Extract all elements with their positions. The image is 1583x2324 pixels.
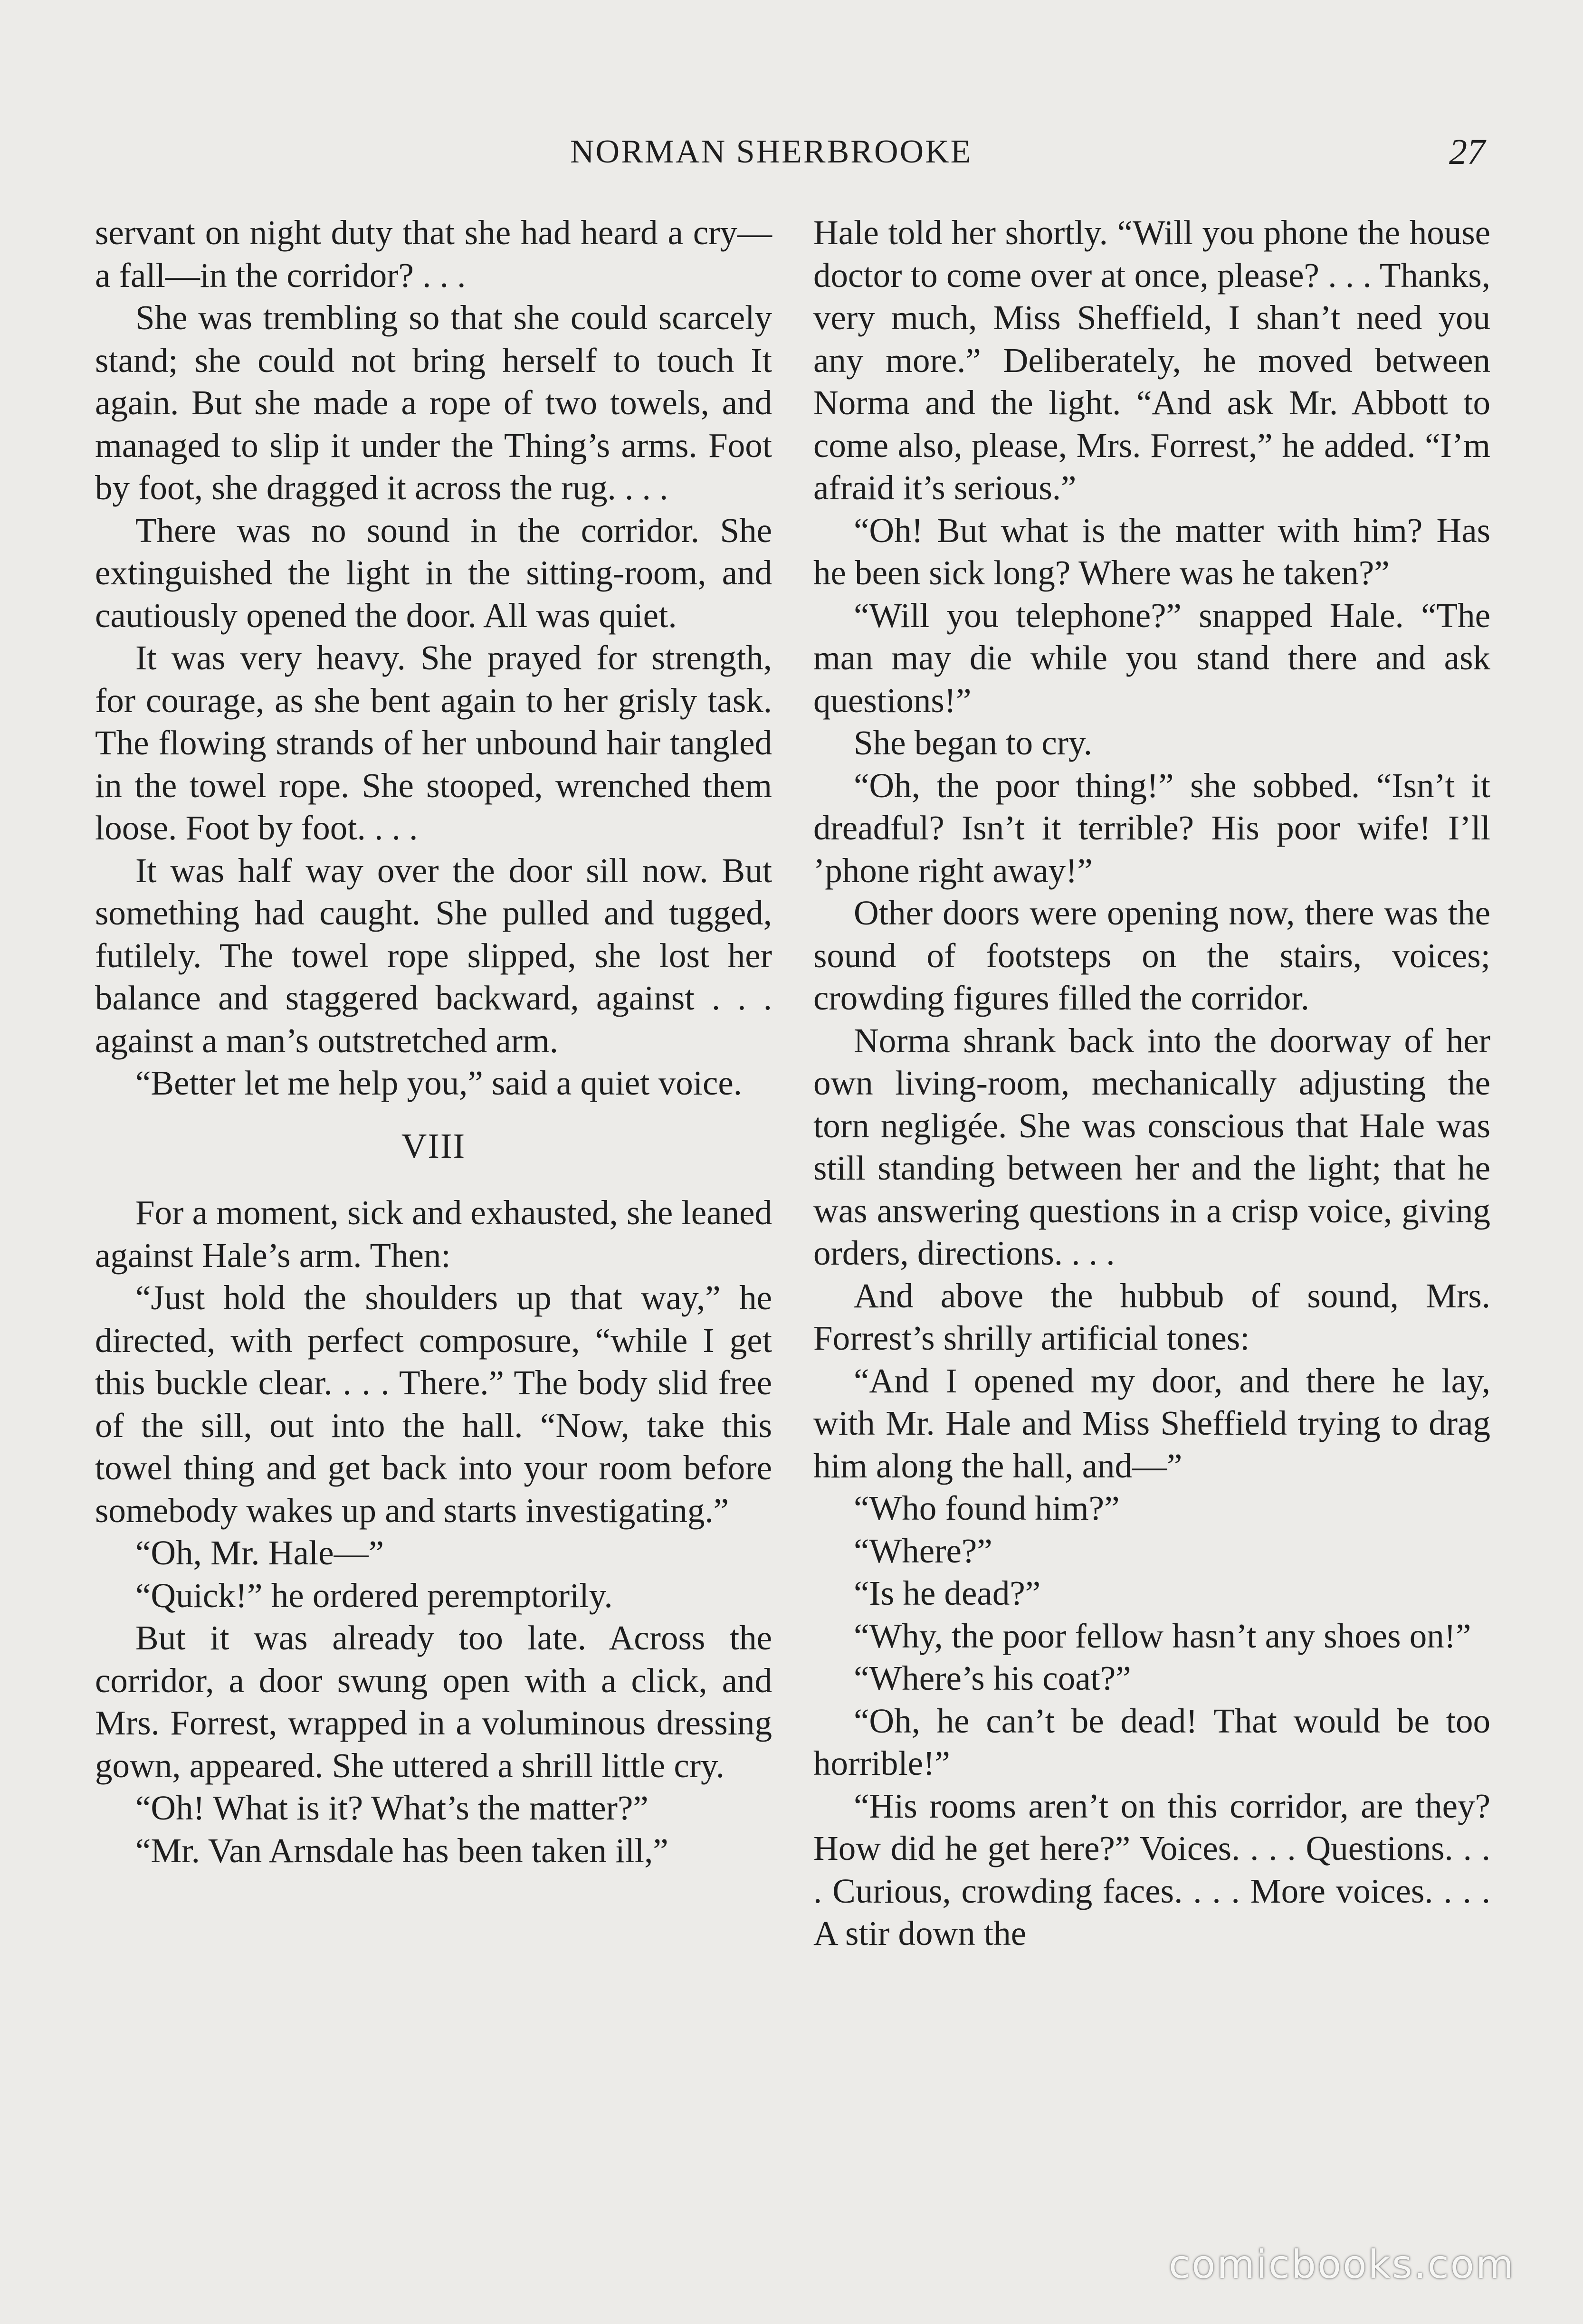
paragraph: “Oh! What is it? What’s the matter?” — [135, 1789, 648, 1827]
paragraph: “Oh, Mr. Hale—” — [135, 1533, 384, 1572]
paragraph: And above the hubbub of sound, Mrs. Forrest’s shrilly artificial tones: — [813, 1276, 1490, 1357]
paragraph: Norma shrank back into the doorway of her own living-room, mechanically adjusting the torn negligée. She was conscious that Hale was still standing between her and the light; that he was answering questions in a crisp voice, giving orders, directions. . . . — [813, 1021, 1490, 1272]
paragraph: “And I opened my door, and there he lay, with Mr. Hale and Miss Sheffield trying to drag him along the hall, and—” — [813, 1361, 1490, 1485]
paragraph: “Quick!” he ordered peremptorily. — [135, 1576, 613, 1615]
paragraph: “Is he dead?” — [854, 1574, 1041, 1612]
site-watermark: comicbooks.com — [1169, 2242, 1515, 2287]
paragraph: But it was already too late. Across the corridor, a door swung open with a click, and Mrs. Forrest, wrapped in a voluminous dressing gown, appeared. She uttered a shrill little cry. — [95, 1619, 772, 1785]
paragraph: Other doors were opening now, there was the sound of footsteps on the stairs, voices; crowding figures filled the corridor. — [813, 894, 1490, 1017]
right-text-column — [813, 211, 1490, 1955]
page-number: 27 — [1449, 132, 1485, 172]
paragraph: Hale told her shortly. “Will you phone the house doctor to come over at once, please? . . . Thanks, very much, Miss Sheffield, I shan’t need you any more.” Deliberately, he moved between Norma and the light. “And ask Mr. Abbott to come also, please, Mrs. Forrest,” he added. “I’m afraid it’s serious.” — [813, 213, 1490, 507]
section-heading: VIII — [401, 1126, 466, 1166]
paragraph: “Better let me help you,” said a quiet voice. — [135, 1064, 743, 1102]
paragraph: There was no sound in the corridor. She extinguished the light in the sitting-room, and cautiously opened the door. All was quiet. — [95, 511, 772, 635]
left-text-column — [95, 211, 772, 1872]
paragraph: “Just hold the shoulders up that way,” he directed, with perfect composure, “while I get this buckle clear. . . . There.” The body slid free of the sill, out into the hall. “Now, take this towel thing and get back into your room before somebody wakes up and starts investigating.” — [95, 1278, 772, 1530]
paragraph: “Oh, he can’t be dead! That would be too horrible!” — [813, 1701, 1490, 1782]
paragraph: “His rooms aren’t on this corridor, are they? How did he get here?” Voices. . . . Questions. . . . Curious, crowding faces. . . . More voices. . . . A stir down the — [813, 1786, 1490, 1953]
paragraph: “Oh! But what is the matter with him? Has he been sick long? Where was he taken?” — [813, 511, 1490, 592]
paragraph: servant on night duty that she had heard a cry—a fall—in the corridor? . . . — [95, 213, 772, 295]
paragraph: She began to cry. — [854, 724, 1093, 762]
paragraph: “Will you telephone?” snapped Hale. “The man may die while you stand there and ask questions!” — [813, 596, 1490, 720]
paragraph: “Who found him?” — [854, 1489, 1120, 1527]
paragraph: “Why, the poor fellow hasn’t any shoes on!” — [854, 1616, 1471, 1655]
paragraph: It was half way over the door sill now. But something had caught. She pulled and tugged, futilely. The towel rope slipped, she lost her balance and staggered backward, against . . . against a man’s outstretched arm. — [95, 851, 772, 1060]
paragraph: “Oh, the poor thing!” she sobbed. “Isn’t it dreadful? Isn’t it terrible? His poor wife! I’ll ’phone right away!” — [813, 766, 1490, 890]
paragraph: “Mr. Van Arnsdale has been taken ill,” — [135, 1831, 668, 1870]
paragraph: “Where’s his coat?” — [854, 1659, 1131, 1697]
paragraph: She was trembling so that she could scarcely stand; she could not bring herself to touch It again. But she made a rope of two towels, and managed to slip it under the Thing’s arms. Foot by foot, she dragged it across the rug. . . . — [95, 298, 772, 507]
running-header — [0, 128, 1583, 176]
paragraph: It was very heavy. She prayed for strength, for courage, as she bent again to her grisly task. The flowing strands of her unbound hair tangled in the towel rope. She stooped, wrenched them loose. Foot by foot. . . . — [95, 638, 772, 847]
paragraph: “Where?” — [854, 1531, 992, 1570]
paragraph: For a moment, sick and exhausted, she leaned against Hale’s arm. Then: — [95, 1193, 772, 1275]
running-title: NORMAN SHERBROOKE — [570, 133, 973, 170]
